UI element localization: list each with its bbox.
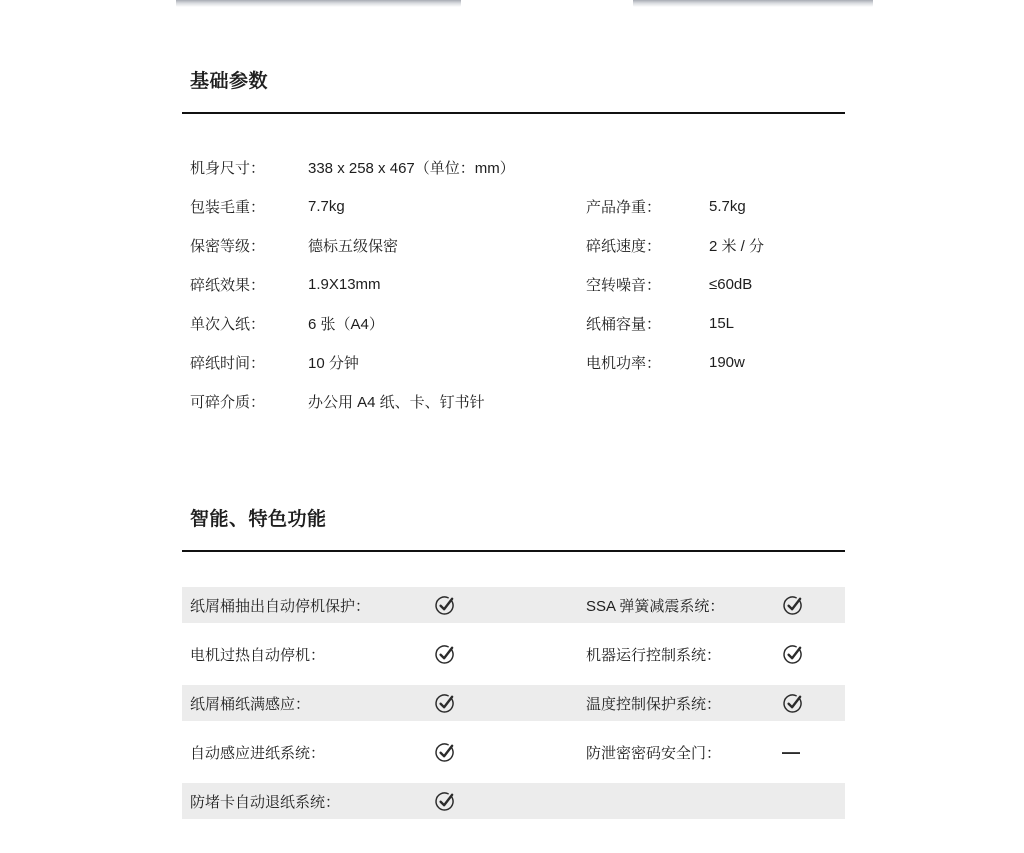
spec-label: 空转噪音： <box>586 277 662 294</box>
spec-value: 5.7kg <box>709 198 746 215</box>
basic-params-title: 基础参数 <box>190 71 269 92</box>
feature-row <box>182 734 845 770</box>
not-available-dash: — <box>782 742 800 762</box>
features-section <box>182 506 845 819</box>
feature-row <box>182 636 845 672</box>
spec-label: 碎纸速度： <box>586 238 662 255</box>
spec-label: 可碎介质： <box>190 394 266 411</box>
spec-row <box>182 226 845 265</box>
spec-row <box>182 343 845 382</box>
spec-row <box>182 382 845 421</box>
spec-label: 电机功率： <box>586 355 662 372</box>
spec-value: 办公用 A4 纸、卡、钉书针 <box>308 394 485 411</box>
check-circle-icon <box>434 741 456 763</box>
spec-row <box>182 187 845 226</box>
spec-value: 338 x 258 x 467（单位：mm） <box>308 160 515 177</box>
spec-row <box>182 148 845 187</box>
check-circle-icon <box>782 692 804 714</box>
spec-row <box>182 265 845 304</box>
spec-value: 1.9X13mm <box>308 276 381 293</box>
spec-value: 6 张（A4） <box>308 316 384 333</box>
spec-label: 纸桶容量： <box>586 316 662 333</box>
check-circle-icon <box>434 594 456 616</box>
check-circle-icon <box>434 643 456 665</box>
check-circle-icon <box>782 643 804 665</box>
section-divider <box>182 112 845 114</box>
feature-row <box>182 685 845 721</box>
spec-value: 德标五级保密 <box>308 238 399 255</box>
feature-table <box>182 587 845 819</box>
check-circle-icon <box>434 790 456 812</box>
feature-label: SSA 弹簧减震系统： <box>586 597 725 615</box>
feature-label: 自动感应进纸系统： <box>190 744 326 762</box>
feature-label: 电机过热自动停机： <box>190 646 326 664</box>
features-title: 智能、特色功能 <box>190 509 327 530</box>
check-circle-icon <box>434 692 456 714</box>
feature-label: 温度控制保护系统： <box>586 695 722 713</box>
spec-label: 碎纸时间： <box>190 355 266 372</box>
spec-value: 10 分钟 <box>308 355 359 372</box>
spec-label: 单次入纸： <box>190 316 266 333</box>
spec-value: 190w <box>709 354 745 371</box>
feature-row <box>182 783 845 819</box>
spec-label: 保密等级： <box>190 238 266 255</box>
feature-label: 纸屑桶抽出自动停机保护： <box>190 597 371 615</box>
basic-params-section <box>182 68 845 421</box>
check-circle-icon <box>782 594 804 616</box>
spec-value: 7.7kg <box>308 198 345 215</box>
section-divider <box>182 550 845 552</box>
spec-label: 产品净重： <box>586 199 662 216</box>
spec-content <box>182 0 845 819</box>
spec-value: ≤60dB <box>709 276 753 293</box>
spec-row <box>182 304 845 343</box>
feature-label: 机器运行控制系统： <box>586 646 722 664</box>
spec-label: 包装毛重： <box>190 199 266 216</box>
spec-value: 2 米 / 分 <box>709 238 765 255</box>
spec-value: 15L <box>709 315 735 332</box>
feature-label: 防堵卡自动退纸系统： <box>190 793 341 811</box>
spec-label: 碎纸效果： <box>190 277 266 294</box>
feature-label: 纸屑桶纸满感应： <box>190 695 311 713</box>
feature-label: 防泄密密码安全门： <box>586 744 722 762</box>
spec-table <box>182 148 845 421</box>
spec-label: 机身尺寸： <box>190 160 266 177</box>
feature-row <box>182 587 845 623</box>
